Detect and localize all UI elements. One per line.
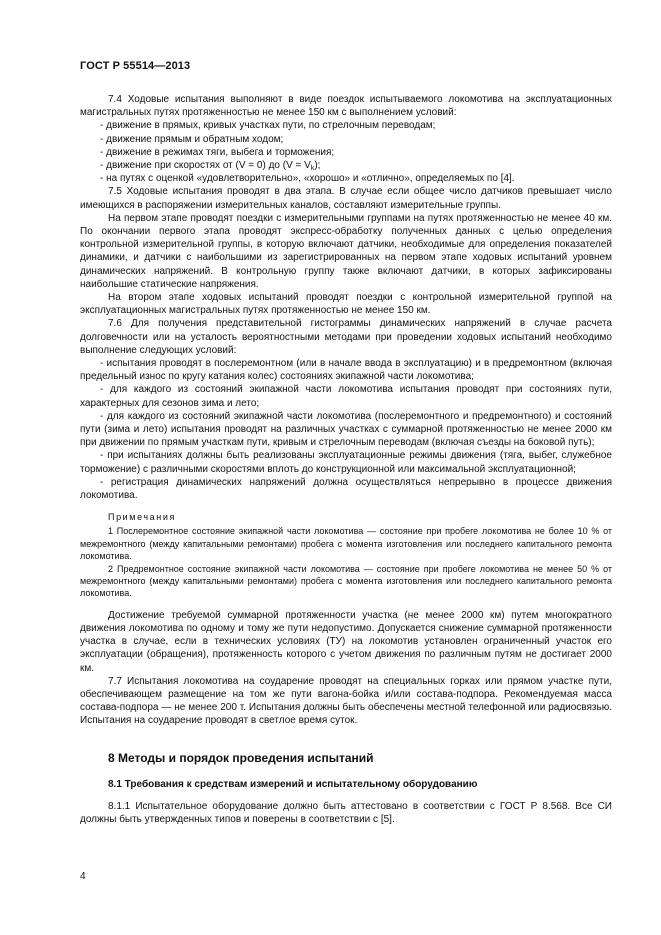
list-item: - при испытаниях должны быть реализованы эксплуатационные режимы движения (тяга, выбег, служебное торможение) с различными скоростями вплоть до конструкционной или максимальной эксплуатационной;: [80, 450, 612, 475]
paragraph-7-7: 7.7 Испытания локомотива на соударение проводят на специальных горках или прямом участке пути, обеспечивающем размещение на том же пути вагона-бойка и/или состава-подпора. Рекомендуемая масса состава-подпора — не менее 200 т. Испытания должны быть обеспечены местной телефонной или радиосвязью. Испытания на соударение проводят в светлое время суток.: [80, 675, 612, 727]
section-8-1-heading: 8.1 Требования к средствам измерений и испытательному оборудованию: [108, 778, 478, 790]
paragraph-7-4: 7.4 Ходовые испытания выполняют в виде поездок испытываемого локомотива на эксплуатационных магистральных путях протяженностью не менее 150 км с выполнением условий:: [80, 94, 612, 119]
note-item: 2 Предремонтное состояние экипажной части локомотива — состояние при пробеге локомотива не менее 50 % от межремонтного (между капитальными ремонтами) пробега с момента изготовления или последнего капитального ремонта локомотива.: [80, 563, 612, 599]
paragraph-total-length: Достижение требуемой суммарной протяженности участка (не менее 2000 км) путем многократного движения локомотива по одному и тому же пути недопустимо. Допускается снижение суммарной протяженности участка в случае, если в технических условиях (ТУ) на локомотив установлен ограниченный участок его эксплуатации (обращения), протяженность которого с учетом движения по различным путям не достигает 2000 км.: [80, 609, 612, 674]
section-8-heading: 8 Методы и порядок проведения испытаний: [108, 750, 374, 765]
document-body: [80, 93, 612, 826]
list-item: - для каждого из состояний экипажной части локомотива (послеремонтного и предремонтного) и состояний пути (зима и лето) испытания проводят на различных участках с суммарной протяженностью не менее 2000 км при движении по прямым участкам пути, кривым и стрелочным переводам (включая съезды на боковой путь);: [80, 410, 612, 449]
paragraph-7-6: 7.6 Для получения представительной гистограммы динамических напряжений в случае расчета долговечности или на усталость вероятностными методами при проведении ходовых испытаний необходимо выполнение следующих условий:: [80, 318, 612, 356]
note-item: 1 Послеремонтное состояние экипажной части локомотива — состояние при пробеге локомотива не более 10 % от межремонтного (между капитальными ремонтами) пробега с момента изготовления или последнего капитального ремонта локомотива.: [80, 526, 612, 562]
list-item: - испытания проводят в послеремонтном (или в начале ввода в эксплуатацию) и в предремонтном (включая предельный износ по кругу катания колес) состояниях экипажной части локомотива;: [80, 358, 612, 383]
list-item: - движение в прямых, кривых участках пути, по стрелочным переводам;: [100, 120, 436, 132]
speed-text-end: );: [314, 160, 321, 172]
page-number: 4: [80, 871, 86, 882]
paragraph-first-stage: На первом этапе проводят поездки с измерительными группами на путях протяженностью не менее 40 км. По окончании первого этапа проводят экспресс-обработку полученных данных с целью определения контрольной измерительной группы, в которую включают датчики, необходимые для определения показателей динамики, и датчики с наибольшими из зарегистрированных на первом этапе ходовых испытаний уровнем динамических напряжений. В контрольную группу также включают датчики, в которых зафиксированы наибольшие статические напряжения.: [80, 212, 612, 290]
paragraph-7-5: 7.5 Ходовые испытания проводят в два этапа. В случае если общее число датчиков превышает число имеющихся в распоряжении измерительных каналов, составляют измерительные группы.: [80, 186, 612, 211]
list-item: - на путях с оценкой «удовлетворительно», «хорошо» и «отлично», определяемых по [4].: [100, 173, 515, 185]
list-item: - регистрация динамических напряжений должна осуществляться непрерывно в процессе движения локомотива.: [80, 476, 612, 502]
paragraph-8-1-1: 8.1.1 Испытательное оборудование должно быть аттестовано в соответствии с ГОСТ Р 8.568. Все СИ должны быть утвержденных типов и поверены в соответствии с [5].: [80, 800, 612, 825]
list-item-speed: [80, 159, 612, 172]
list-item: - движение прямым и обратным ходом;: [100, 133, 284, 145]
list-item: - движение в режимах тяги, выбега и торможения;: [100, 146, 335, 158]
speed-text: - движение при скоростях от (V = 0) до (V = V: [100, 160, 311, 172]
paragraph-second-stage: На втором этапе ходовых испытаний проводят поездки с контрольной измерительной группой на эксплуатационных магистральных путях протяженностью не менее 150 км.: [80, 292, 612, 317]
list-item: - для каждого из состояний экипажной части локомотива испытания проводят при состояниях пути, характерных для сезонов зима и лето;: [80, 384, 612, 409]
speed-subscript: k: [310, 165, 315, 173]
notes-title: Примечания: [108, 512, 176, 523]
document-header: ГОСТ Р 55514—2013: [80, 60, 191, 72]
